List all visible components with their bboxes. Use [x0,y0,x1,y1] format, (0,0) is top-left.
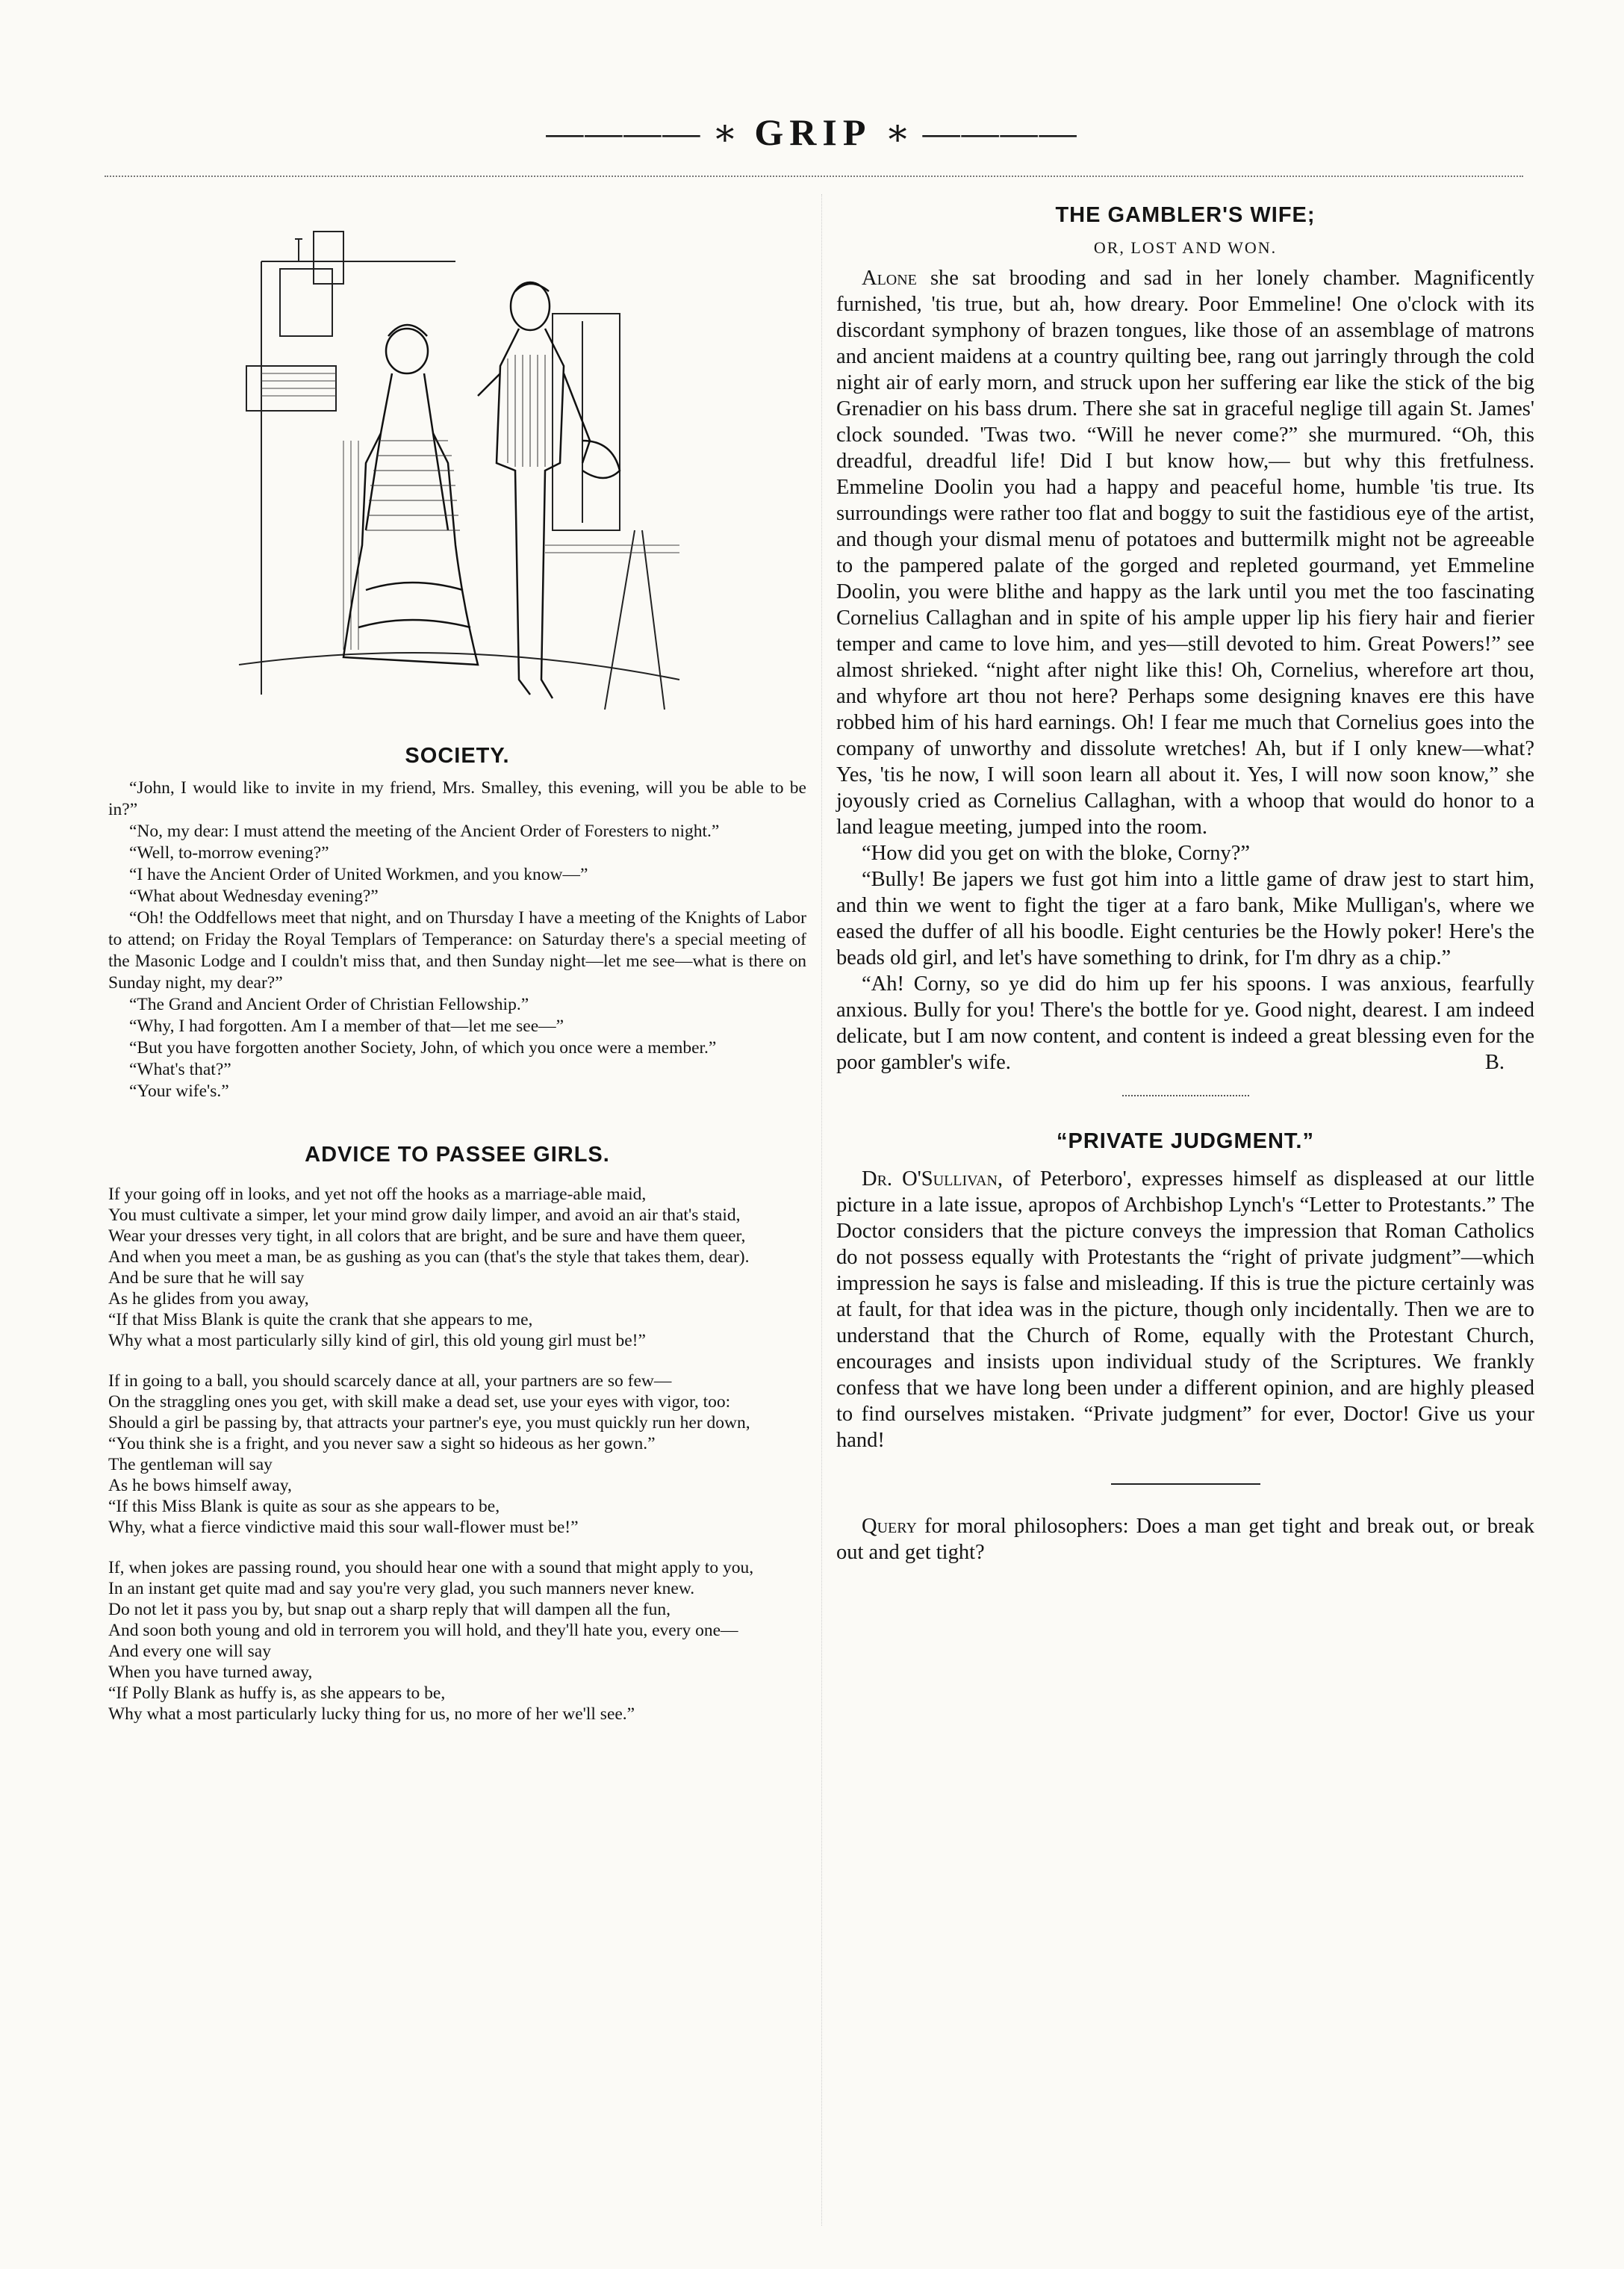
poem-line: And be sure that he will say [108,1268,305,1288]
gambler-paragraph: “Bully! Be japers we fust got him into a little game of draw jest to start him, and thin we went to fight the tiger at a faro bank, Mike Mulligan's, where we eased the duffer of all his boodle. Eight centuries be the Howly poker! Here's the beads old girl, and let's have something to drink, for I'm dhry as a chip.” [836,868,1534,969]
poem-line: Why what a most particularly lucky thing for us, no more of her we'll see.” [108,1704,635,1724]
query-lead: Query [862,1515,917,1538]
judgment-text: of Peterboro', expresses himself as displeased at our little picture in a late issue, apropos of Archbishop Lynch's “Letter to Protestants.” The Doctor considers that the picture conveys the impression that Roman Catholics do not possess equally with Protestants the “right of private judgment”—which impression he says is false and misleading. If this is true the picture certainly was at fault, for that idea was in the picture, though only incidentally. Then we are to understand that the Church of Rome, equally with the Protestant Church, encourages and insists upon individual study of the Scriptures. We frankly confess that we have long been under a different opinion, and are highly pleased to find ourselves mistaken. “Private judgment” for ever, Doctor! Give us your hand! [836,1167,1535,1452]
poem-line: The gentleman will say [108,1455,273,1474]
gambler-paragraph [836,971,1534,1075]
advice-poem [108,1184,806,1725]
poem-line: If your going off in looks, and yet not off the hooks as a marriage-able maid, [108,1185,647,1204]
gambler-paragraph: “How did you get on with the bloke, Corny?” [862,842,1251,865]
judgment-title: “PRIVATE JUDGMENT.” [1056,1129,1314,1153]
poem-line: “You think she is a fright, and you never saw a sight so hideous as her gown.” [108,1434,656,1453]
society-paragraph: “What's that?” [129,1060,231,1079]
poem-line: Why, what a fierce vindictive maid this sour wall-flower must be!” [108,1518,579,1537]
gambler-paragraph-text: “Ah! Corny, so ye did do him up fer his spoons. I was anxious, fearfully anxious. Bully for you! There's the bottle for ye. Good night, dearest. I am indeed delicate, but I am now content, and content is indeed a great blessing even for the poor gambler's wife. [836,972,1534,1074]
couple-in-parlour-illustration [231,217,687,724]
masthead-rule [105,176,1523,177]
gambler-story [836,265,1534,1075]
poem-stanza [108,1557,806,1725]
poem-line: “If this Miss Blank is quite as sour as she appears to be, [108,1497,500,1516]
society-paragraph: “Well, to-morrow evening?” [129,843,329,863]
column-divider [821,194,822,2226]
society-paragraph: “Your wife's.” [129,1081,229,1101]
poem-line: Do not let it pass you by, but snap out a sharp reply that will dampen all the fun, [108,1600,671,1619]
society-paragraph: “Why, I had forgotten. Am I a member of that—let me see—” [129,1016,564,1036]
poem-line: On the straggling ones you get, with skill make a dead set, use your eyes with vigor, too: [108,1392,731,1412]
advice-title: ADVICE TO PASSEE GIRLS. [305,1143,610,1167]
society-paragraph: “What about Wednesday evening?” [129,887,379,906]
society-paragraph: “I have the Ancient Order of United Workmen, and you know—” [129,865,588,884]
gambler-title: THE GAMBLER'S WIFE; [1055,203,1316,227]
query-paragraph [836,1513,1534,1565]
poem-line: And soon both young and old in terrorem you will hold, and they'll hate you, every one— [108,1621,738,1640]
judgment-article [836,1166,1534,1453]
poem-line: “If that Miss Blank is quite the crank that she appears to me, [108,1310,533,1329]
society-paragraph: “John, I would like to invite in my friend, Mrs. Smalley, this evening, will you be able to be in?” [108,778,806,819]
section-separator [1111,1483,1260,1485]
gambler-lead-word: Alone [862,267,917,290]
masthead-left-ornament: ———— ∗ [546,111,739,153]
poem-line: As he bows himself away, [108,1476,292,1495]
poem-line: And when you meet a man, be as gushing as you can (that's the style that takes them, dear). [108,1247,750,1267]
poem-stanza [108,1371,806,1538]
masthead-right-ornament: ∗ ———— [885,111,1078,153]
gambler-signature: B. [1484,1051,1505,1074]
poem-line: When you have turned away, [108,1663,313,1682]
society-paragraph: “The Grand and Ancient Order of Christian Fellowship.” [129,995,529,1014]
society-paragraph: “But you have forgotten another Society, John, of which you once were a member.” [129,1038,717,1058]
poem-line: You must cultivate a simper, let your mind grow daily limper, and avoid an air that's staid, [108,1205,741,1225]
section-separator [1122,1095,1249,1096]
masthead-title: GRIP [754,111,870,153]
masthead [0,111,1624,154]
left-column [108,187,806,1744]
poem-stanza [108,1184,806,1351]
poem-line: Why what a most particularly silly kind of girl, this old young girl must be!” [108,1331,646,1350]
judgment-paragraph [836,1166,1534,1453]
society-paragraph: “No, my dear: I must attend the meeting of the Ancient Order of Foresters to night.” [129,822,720,841]
poem-line: “If Polly Blank as huffy is, as she appears to be, [108,1683,446,1703]
judgment-lead: Dr. O'Sullivan, [862,1167,1004,1191]
society-dialogue [108,777,806,1102]
poem-line: As he glides from you away, [108,1289,309,1309]
gambler-paragraph [836,265,1534,840]
gambler-subtitle: OR, LOST AND WON. [1093,238,1278,257]
poem-line: If in going to a ball, you should scarcely dance at all, your partners are so few— [108,1371,672,1391]
poem-line: Should a girl be passing by, that attracts your partner's eye, you must quickly run her down, [108,1413,750,1433]
poem-line: Wear your dresses very tight, in all colors that are bright, and be sure and have them queer, [108,1226,746,1246]
society-title: SOCIETY. [405,744,510,768]
right-column [836,187,1534,1565]
poem-line: In an instant get quite mad and say you're very glad, you such manners never knew. [108,1579,695,1598]
gambler-paragraph-text: she sat brooding and sad in her lonely chamber. Magnificently furnished, 'tis true, but ah, how dreary. Poor Emmeline! One o'clock with its discordant symphony of brazen tongues, like those of an assemblage of matrons and ancient maidens at a country quilting bee, rang out jarringly through the cold night air of early morn, and struck upon her suffering ear like the stick of the big Grenadier on his bass drum. There she sat in graceful neglige till again St. James' clock sounded. 'Twas two. “Will he never come?” she murmured. “Oh, this dreadful, dreadful life! Did I but know how,— but why this fretfulness. Emmeline Doolin you had a happy and peaceful home, humble 'tis true. Its surroundings were rather too flat and boggy to suit the fastidious eye of the artist, and though your dismal menu of potatoes and buttermilk might not be agreeable to the pampered palate of the gorged and repleted gourmand, yet Emmeline Doolin, you were blithe and happy as the lark until you met the too fascinating Cornelius Callaghan and in spite of his ample upper lip his fiery hair and fierier temper and came to love him, and yes—still devoted to him. Great Powers!” see almost shrieked. “night after night like this! Oh, Cornelius, wherefore art thou, and whyfore art thou not here? Perhaps some designing knaves ere this have robbed him of his hard earnings. Oh! I fear me much that Cornelius goes into the company of unworthy and dissolute wretches! Ah, but if I only knew—what? Yes, 'tis he now, I will soon learn all about it. Yes, I will now soon know,” she joyously cried as Cornelius Callaghan, with a whoop that would do honor to a land league meeting, jumped into the room. [836,267,1535,839]
poem-line: And every one will say [108,1642,271,1661]
poem-line: If, when jokes are passing round, you should hear one with a sound that might apply to you, [108,1558,754,1577]
society-paragraph: “Oh! the Oddfellows meet that night, and on Thursday I have a meeting of the Knights of Labor to attend; on Friday the Royal Templars of Temperance: on Saturday there's a special meeting of the Masonic Lodge and I couldn't miss that, and then Sunday night—let me see—what is there on Sunday night, my dear?” [108,908,806,993]
query-article [836,1513,1534,1565]
query-text: for moral philosophers: Does a man get tight and break out, or break out and get tight? [836,1515,1534,1564]
